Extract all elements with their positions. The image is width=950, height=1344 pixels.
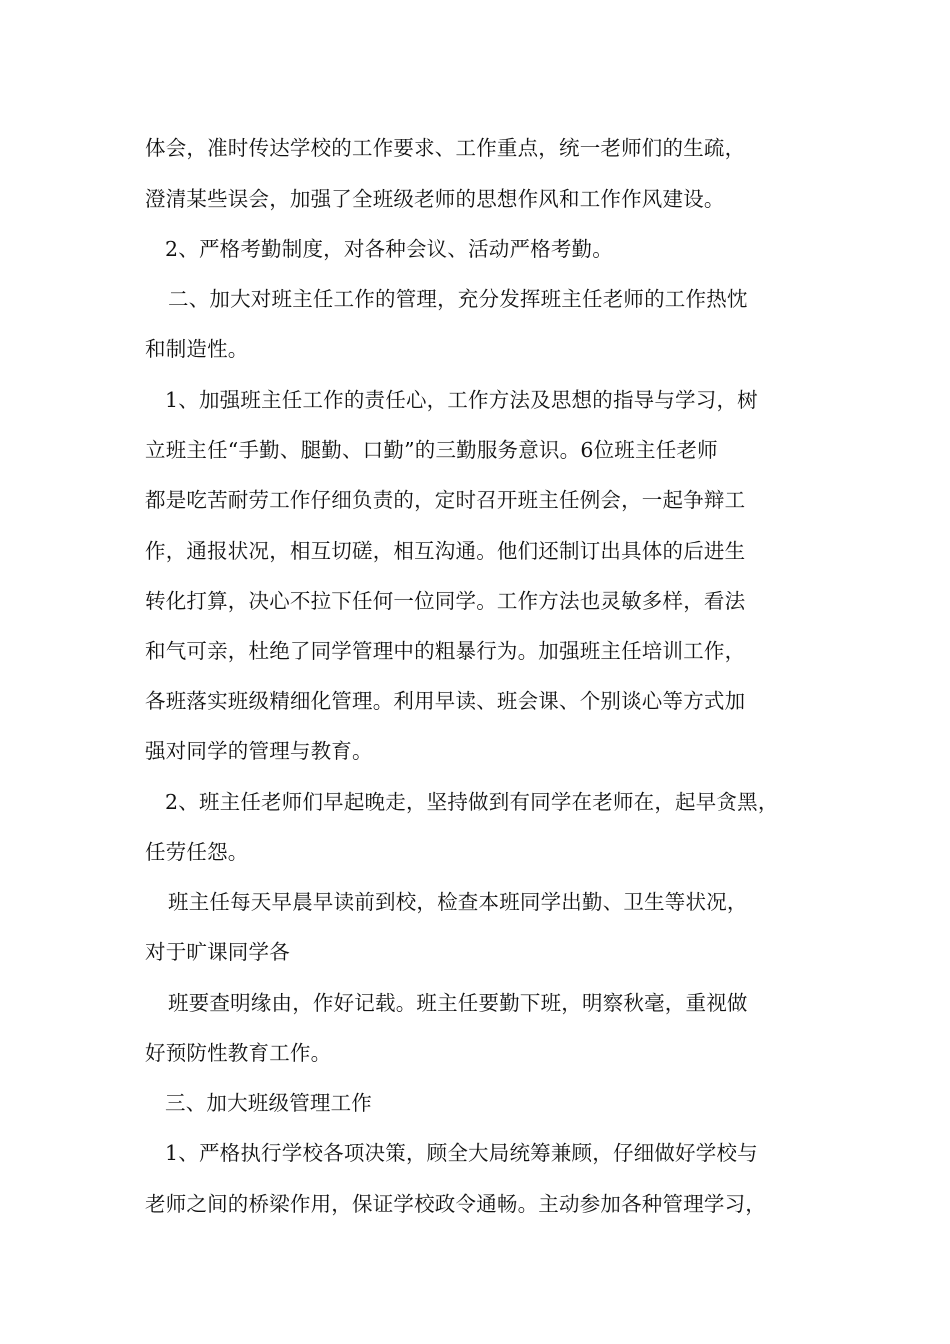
text-line: 2、班主任老师们早起晚走，坚持做到有同学在老师在，起早贪黑，: [165, 790, 779, 814]
text-line: 都是吃苦耐劳工作仔细负责的，定时召开班主任例会，一起争辩工: [145, 488, 746, 512]
text-line: 任劳任怨。: [145, 840, 249, 864]
text-line: 好预防性教育工作。: [145, 1041, 332, 1065]
text-line: 1、严格执行学校各项决策，顾全大局统筹兼顾，仔细做好学校与: [165, 1141, 758, 1165]
text-line: 立班主任“手勤、腿勤、口勤”的三勤服务意识。6位班主任老师: [145, 438, 718, 462]
text-line: 和制造性。: [145, 337, 249, 361]
text-line: 澄清某些误会，加强了全班级老师的思想作风和工作作风建设。: [145, 187, 725, 211]
text-line: 1、加强班主任工作的责任心，工作方法及思想的指导与学习，树: [165, 388, 758, 412]
text-line: 班要查明缘由，作好记载。班主任要勤下班，明察秋毫，重视做: [168, 991, 748, 1015]
text-line: 三、加大班级管理工作: [165, 1091, 372, 1115]
text-line: 强对同学的管理与教育。: [145, 739, 373, 763]
text-line: 2、严格考勤制度，对各种会议、活动严格考勤。: [165, 237, 613, 261]
text-line: 体会，准时传达学校的工作要求、工作重点，统一老师们的生疏，: [145, 136, 746, 160]
text-line: 和气可亲，杜绝了同学管理中的粗暴行为。加强班主任培训工作，: [145, 639, 746, 663]
text-line: 老师之间的桥梁作用，保证学校政令通畅。主动参加各种管理学习，: [145, 1192, 766, 1216]
text-line: 各班落实班级精细化管理。利用早读、班会课、个别谈心等方式加: [145, 689, 746, 713]
text-line: 作，通报状况，相互切磋，相互沟通。他们还制订出具体的后进生: [145, 539, 746, 563]
text-line: 对于旷课同学各: [145, 940, 290, 964]
text-line: 转化打算，决心不拉下任何一位同学。工作方法也灵敏多样，看法: [145, 589, 746, 613]
text-line: 二、加大对班主任工作的管理，充分发挥班主任老师的工作热忱: [168, 287, 748, 311]
text-line: 班主任每天早晨早读前到校，检查本班同学出勤、卫生等状况，: [168, 890, 748, 914]
